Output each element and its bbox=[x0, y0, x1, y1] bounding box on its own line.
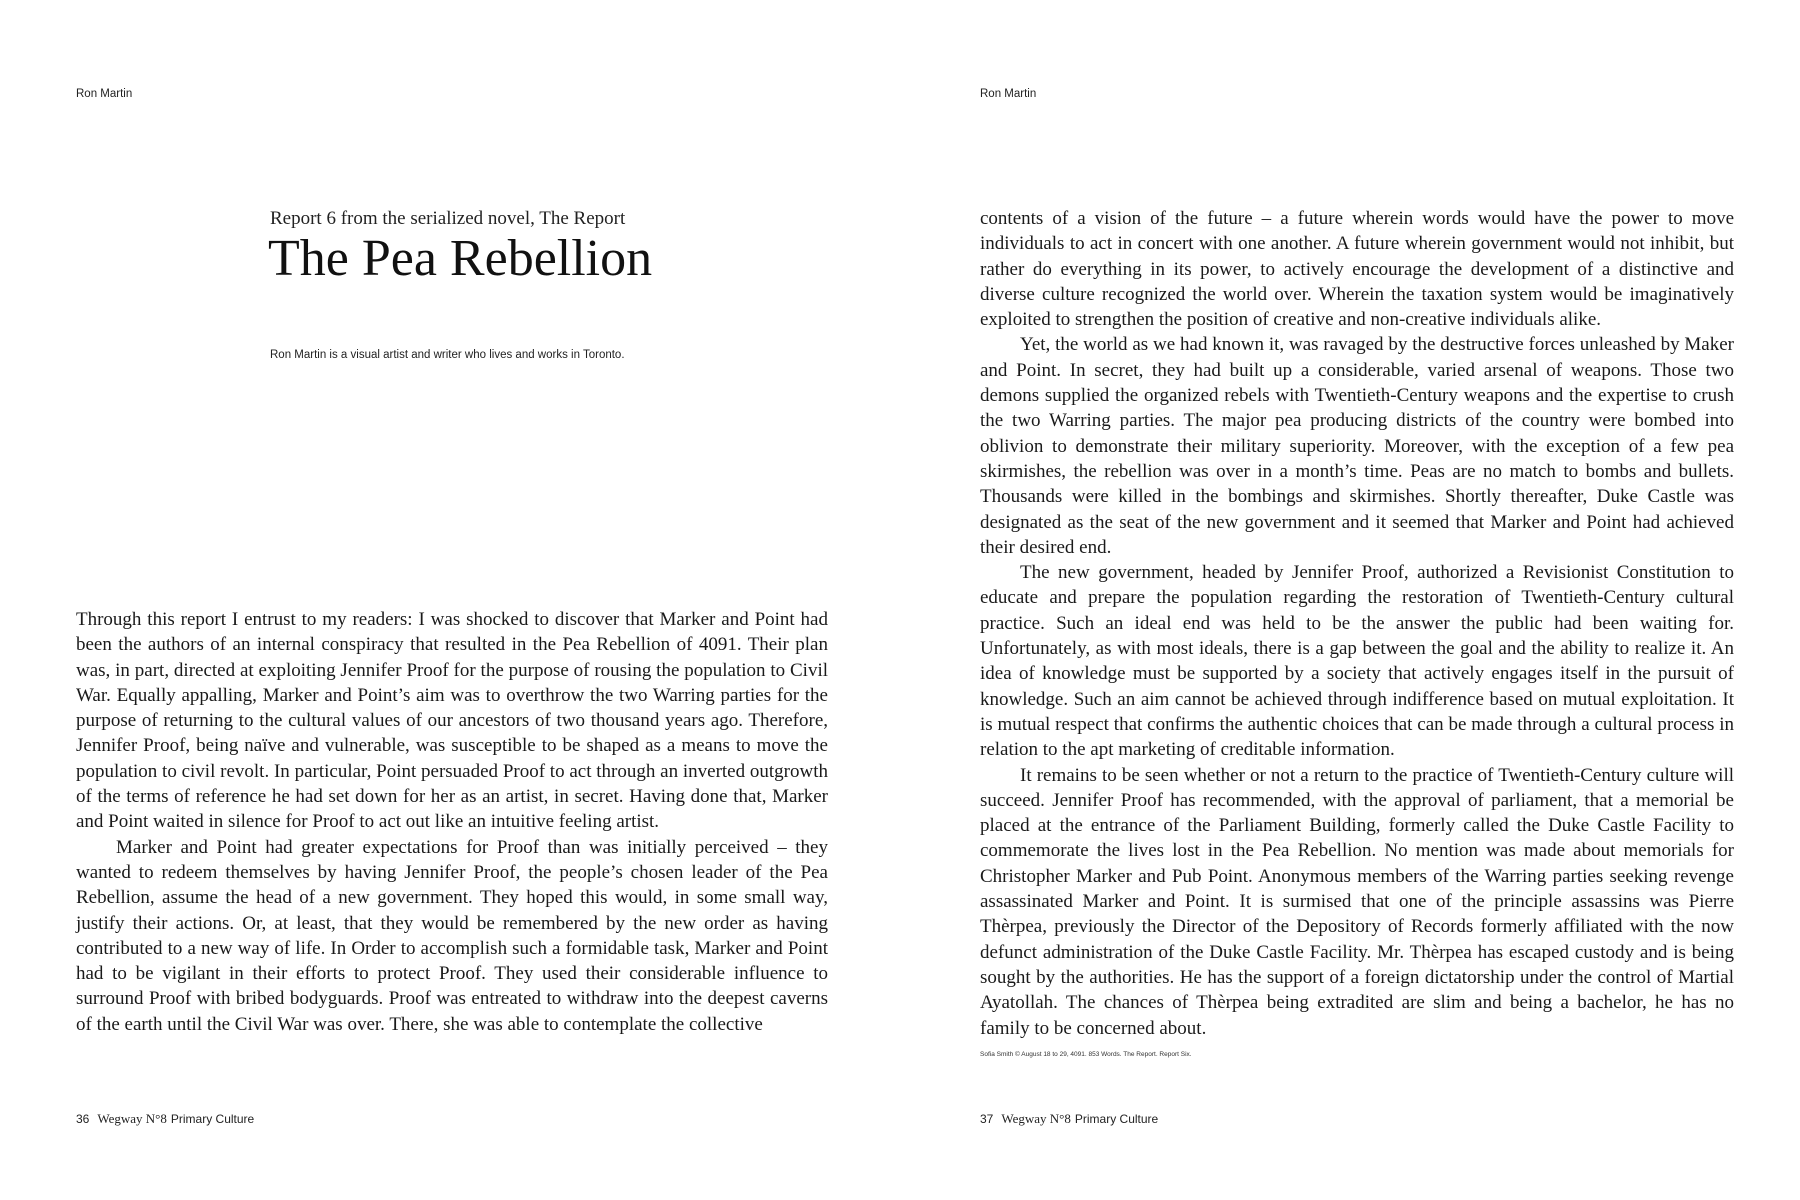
running-head: Ron Martin bbox=[76, 88, 133, 100]
article-title: The Pea Rebellion bbox=[268, 230, 653, 287]
publication-name: Wegway N°8 bbox=[97, 1111, 167, 1126]
section-name: Primary Culture bbox=[1074, 1112, 1159, 1126]
running-head: Ron Martin bbox=[980, 88, 1037, 100]
article-kicker: Report 6 from the serialized novel, The Report bbox=[270, 208, 626, 229]
folio bbox=[980, 1111, 1158, 1127]
publication-name: Wegway N°8 bbox=[1001, 1111, 1071, 1126]
author-bio: Ron Martin is a visual artist and writer who lives and works in Toronto. bbox=[270, 349, 625, 361]
paragraph: contents of a vision of the future – a future wherein words would have the power to move individuals to act in concert with one another. A future wherein government would not inhibit, but rather do everything in its power, to actively encourage the development of a distinctive and diverse culture recognized the world over. Wherein the taxation system would be imaginatively exploited to strengthen the position of creative and non-creative individuals alike. bbox=[980, 208, 1734, 331]
page-number: 37 bbox=[980, 1112, 994, 1126]
paragraph: It remains to be seen whether or not a return to the practice of Twentieth-Century culture will succeed. Jennifer Proof has recommended, with the approval of parliament, that a memorial be placed at the entrance of the Parliament Building, formerly called the Duke Castle Facility to commemorate the lives lost in the Pea Rebellion. No mention was made about memorials for Christopher Marker and Pub Point. Anonymous members of the Warring parties seeking revenge assassinated Marker and Point. It is surmised that one of the principle assassins was Pierre Thèrpea, previously the Director of the Depository of Records formerly affiliated with the now defunct administration of the Duke Castle Facility. Mr. Thèrpea has escaped custody and is being sought by the authorities. He has the support of a foreign dictatorship under the control of Martial Ayatollah. The chances of Thèrpea being extradited are slim and being a bachelor, he has no family to be concerned about. bbox=[980, 764, 1734, 1039]
paragraph: Marker and Point had greater expectations for Proof than was initially perceived – they wanted to redeem themselves by having Jennifer Proof, the people’s chosen leader of the Pea Rebellion, assume the head of a new government. They hoped this would, in some small way, justify their actions. Or, at least, that they would be remembered by the new order as having contributed to a new way of life. In Order to accomplish such a formidable task, Marker and Point had to be vigilant in their efforts to protect Proof. They used their considerable influence to surround Proof with bribed bodyguards. Proof was entreated to withdraw into the deepest caverns of the earth until the Civil War was over. There, she was able to contemplate the collective bbox=[76, 836, 828, 1035]
paragraph: The new government, headed by Jennifer Proof, authorized a Revisionist Constitution to educate and prepare the population regarding the restoration of Twentieth-Century cultural practice. Such an ideal end was held to be the answer the public had been waiting for. Unfortunately, as with most ideals, there is a gap between the goal and the ability to realize it. An idea of knowledge must be supported by a society that actively engages itself in the pursuit of knowledge. Such an aim cannot be achieved through indifference based on mutual exploitation. It is mutual respect that confirms the authentic choices that can be made through a cultural process in relation to the apt marketing of creditable information. bbox=[980, 562, 1734, 761]
folio bbox=[76, 1111, 254, 1127]
section-name: Primary Culture bbox=[170, 1112, 255, 1126]
copyright-credit: Sofia Smith © August 18 to 29, 4091. 853 Words. The Report. Report Six. bbox=[980, 1051, 1192, 1058]
paragraph: Through this report I entrust to my readers: I was shocked to discover that Marker and Point had been the authors of an internal conspiracy that resulted in the Pea Rebellion of 4091. Their plan was, in part, directed at exploiting Jennifer Proof for the purpose of rousing the population to Civil War. Equally appalling, Marker and Point’s aim was to overthrow the two Warring parties for the purpose of returning to the cultural values of our ancestors of two thousand years ago. Therefore, Jennifer Proof, being naïve and vulnerable, was susceptible to be shaped as a means to move the population to civil revolt. In particular, Point persuaded Proof to act through an inverted outgrowth of the terms of reference he had set down for her as an artist, in secret. Having done that, Marker and Point waited in silence for Proof to act out like an intuitive feeling artist. bbox=[76, 609, 828, 833]
paragraph: Yet, the world as we had known it, was ravaged by the destructive forces unleashed by Maker and Point. In secret, they had built up a considerable, varied arsenal of weapons. Those two demons supplied the organized rebels with Twentieth-Century weapons and the expertise to crush the two Warring parties. The major pea producing districts of the country were bombed into oblivion to demonstrate their military superiority. Moreover, with the exception of a few pea skirmishes, the rebellion was over in a month’s time. Peas are no match to bombs and bullets. Thousands were killed in the bombings and skirmishes. Shortly thereafter, Duke Castle was designated as the seat of the new government and it seemed that Marker and Point had achieved their desired end. bbox=[980, 334, 1734, 558]
body-text-right bbox=[980, 206, 1734, 1041]
body-text-left bbox=[76, 607, 828, 1037]
page-number: 36 bbox=[76, 1112, 90, 1126]
right-page bbox=[900, 0, 1800, 1200]
